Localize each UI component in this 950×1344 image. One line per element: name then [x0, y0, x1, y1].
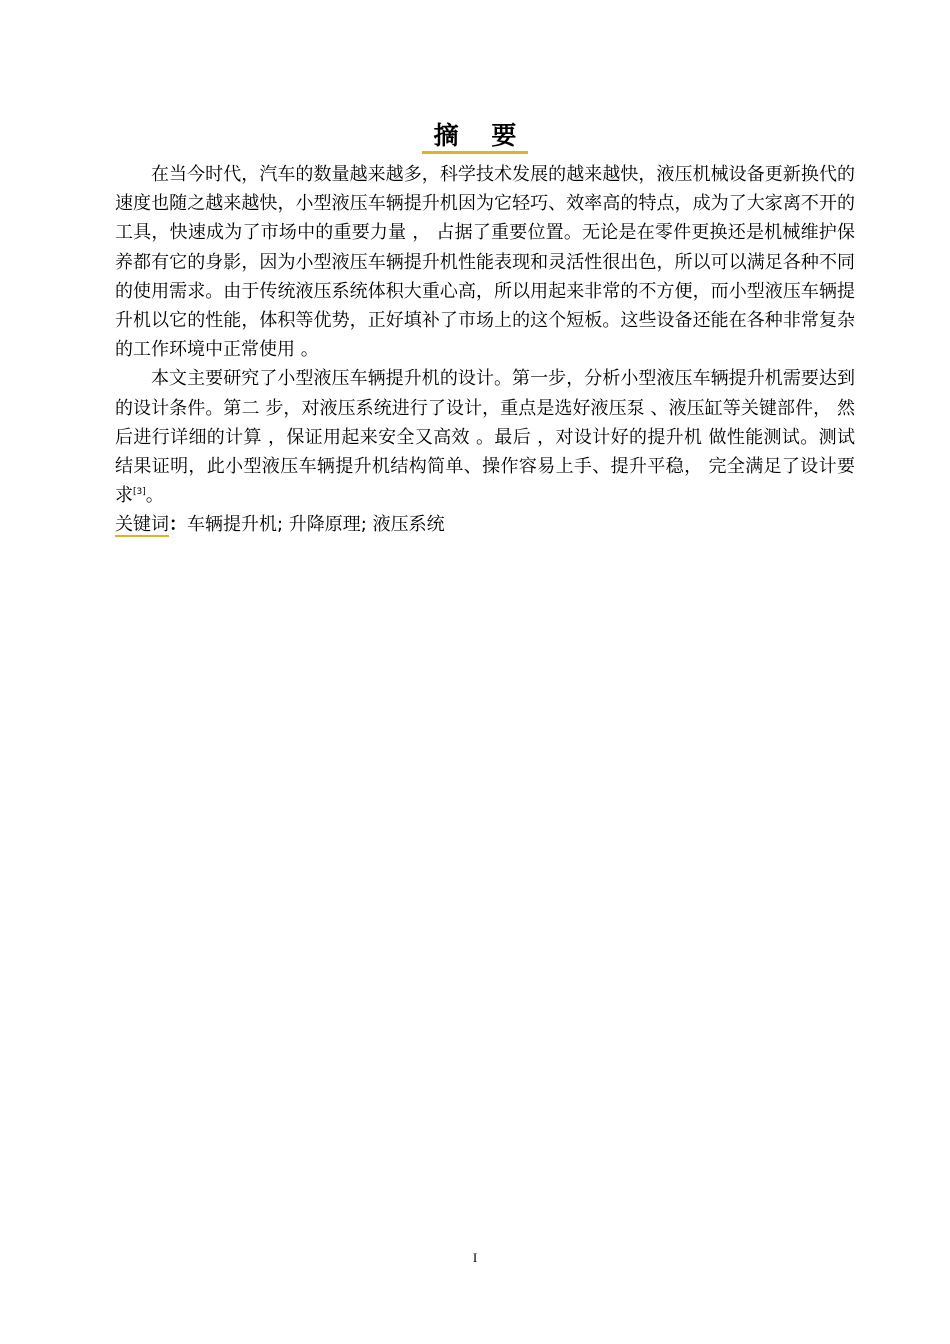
citation-reference: [3]: [133, 487, 146, 498]
abstract-paragraph-1: [115, 160, 855, 364]
keywords-label: [115, 514, 169, 537]
abstract-paragraph-2: [115, 364, 855, 510]
abstract-title-text: 摘 要: [422, 121, 529, 154]
keywords-label-text: 关键词: [115, 514, 169, 536]
keywords-line: [115, 510, 855, 539]
abstract-body: [115, 160, 855, 539]
page-number: I: [472, 1250, 478, 1265]
abstract-paragraph-2-text: 本文主要研究了小型液压车辆提升机的设计。第一步，分析小型液压车辆提升机需要达到的设计条件。第二 步，对液压系统进行了设计，重点是选好液压泵 、液压缸等关键部件， 然后进行详细的计算 ，保证用起来安全又高效 。最后 ，对设计好的提升机 做性能测试。测试结果证明，此小型液压车辆提升机结构简单、操作容易上手、提升平稳， 完全满足了设计要求: [115, 368, 855, 507]
abstract-paragraph-1-text: 在当今时代，汽车的数量越来越多，科学技术发展的越来越快，液压机械设备更新换代的速度也随之越来越快，小型液压车辆提升机因为它轻巧、效率高的特点，成为了大家离不开的工具，快速成为了市场中的重要力量 ， 占据了重要位置。无论是在零件更换还是机械维护保养都有它的身影，因为小型液压车辆提升机性能表现和灵活性很出色，所以可以满足各种不同的使用需求。由于传统液压系统体积大重心高，所以用起来非常的不方便，而小型液压车辆提升机以它的性能，体积等优势，正好填补了市场上的这个短板。这些设备还能在各种非常复杂的工作环境中正常使用 。: [115, 164, 855, 361]
abstract-title: [0, 118, 950, 154]
abstract-paragraph-2-end: 。: [145, 485, 164, 507]
keywords-values: 车辆提升机; 升降原理; 液压系统: [187, 514, 445, 536]
keywords-colon: ：: [169, 514, 187, 536]
